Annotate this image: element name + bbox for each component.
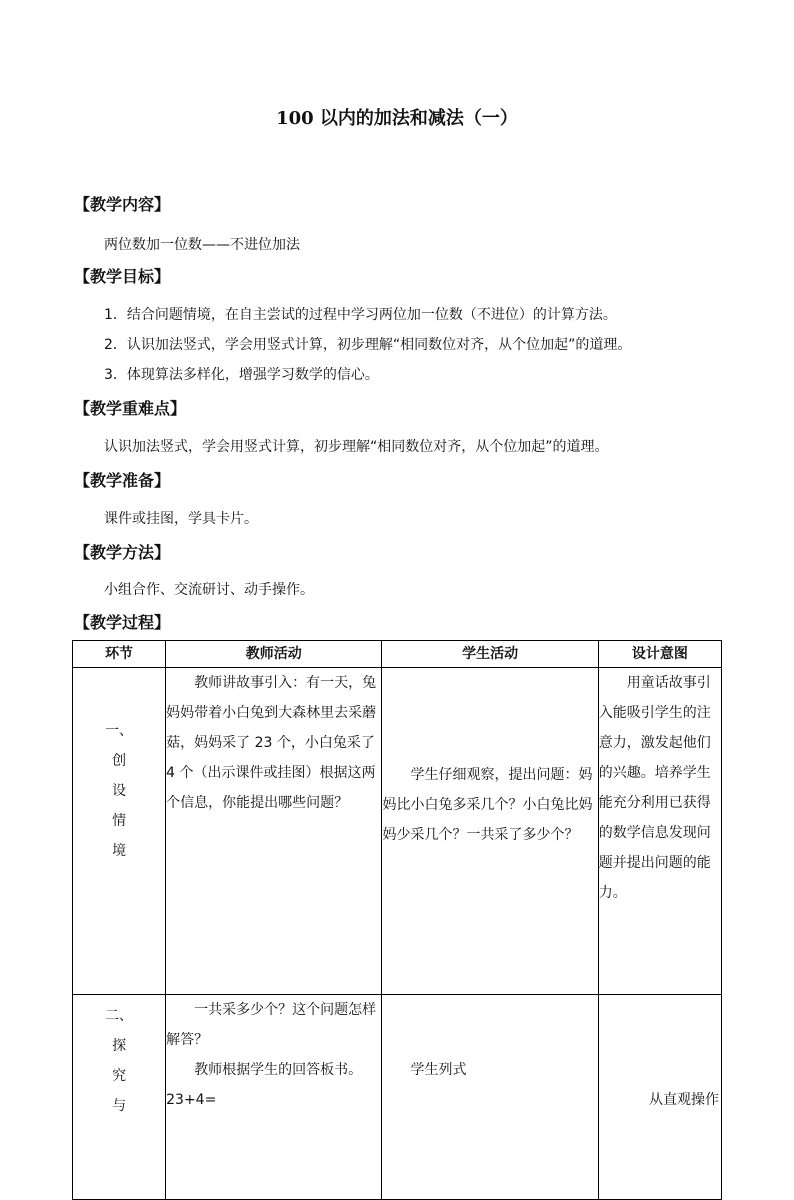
- table-row: [73, 995, 722, 1200]
- header-student: 学生活动: [382, 641, 598, 668]
- section-heading-process: 【教学过程】: [74, 613, 171, 632]
- section-heading-goals: 【教学目标】: [74, 267, 171, 286]
- table-row: [73, 668, 722, 995]
- stage-text: 二、: [105, 1008, 134, 1024]
- stage-text: 究: [112, 1068, 127, 1084]
- preparation-text: 课件或挂图，学具卡片。: [104, 511, 258, 527]
- stage-text: 情: [112, 813, 127, 829]
- stage-text: 与: [112, 1098, 127, 1114]
- stage-cell: [73, 995, 166, 1200]
- teacher-activity-text: 一共采多少个？这个问题怎样解答？: [166, 1002, 377, 1048]
- design-intent-text: 用童话故事引入能吸引学生的注意力，激发起他们的兴趣。培养学生能充分利用已获得的数学信息发现问题并提出问题的能力。: [598, 675, 711, 901]
- teacher-activity-cell: [166, 995, 382, 1200]
- goal-item-3: 3．体现算法多样化，增强学习数学的信心。: [104, 367, 379, 383]
- page-title: 100 以内的加法和减法（一）: [276, 108, 518, 129]
- student-activity-text: 学生列式: [410, 1062, 467, 1078]
- methods-text: 小组合作、交流研讨、动手操作。: [104, 582, 314, 598]
- stage-text: 境: [112, 843, 127, 859]
- stage-text: 设: [112, 783, 127, 799]
- design-intent-cell: [598, 668, 721, 995]
- student-activity-text: 学生仔细观察，提出问题：妈妈比小白兔多采几个？小白兔比妈妈少采几个？一共采了多少个？: [382, 767, 593, 843]
- content-text: 两位数加一位数——不进位加法: [104, 237, 300, 253]
- student-activity-cell: [382, 668, 598, 995]
- key-points-text: 认识加法竖式，学会用竖式计算，初步理解“相同数位对齐，从个位加起”的道理。: [104, 439, 609, 455]
- goal-item-2: 2．认识加法竖式，学会用竖式计算，初步理解“相同数位对齐，从个位加起”的道理。: [104, 337, 632, 353]
- table-header-row: [73, 641, 722, 668]
- stage-text: 探: [112, 1038, 127, 1054]
- process-table: [72, 640, 722, 1200]
- section-heading-key-points: 【教学重难点】: [74, 399, 187, 418]
- section-heading-content: 【教学内容】: [74, 195, 171, 214]
- equation-text: 23+4=: [166, 1092, 217, 1108]
- header-teacher: 教师活动: [166, 641, 382, 668]
- design-intent-cell: [598, 995, 721, 1200]
- section-heading-preparation: 【教学准备】: [74, 471, 171, 490]
- section-heading-methods: 【教学方法】: [74, 543, 171, 562]
- goal-item-1: 1．结合问题情境，在自主尝试的过程中学习两位加一位数（不进位）的计算方法。: [104, 307, 617, 323]
- teacher-activity-text: 教师讲故事引入：有一天，兔妈妈带着小白兔到大森林里去采蘑菇，妈妈采了 23 个，小白兔采了 4 个（出示课件或挂图）根据这两个信息，你能提出哪些问题？: [166, 675, 377, 811]
- stage-cell: [73, 668, 166, 995]
- header-stage: 环节: [73, 641, 166, 668]
- stage-text: 一、: [105, 723, 134, 739]
- header-intent: 设计意图: [598, 641, 721, 668]
- teacher-activity-text: 教师根据学生的回答板书。: [194, 1062, 363, 1078]
- student-activity-cell: [382, 995, 598, 1200]
- design-intent-text: 从直观操作: [649, 1092, 719, 1108]
- stage-text: 创: [112, 753, 127, 769]
- teacher-activity-cell: [166, 668, 382, 995]
